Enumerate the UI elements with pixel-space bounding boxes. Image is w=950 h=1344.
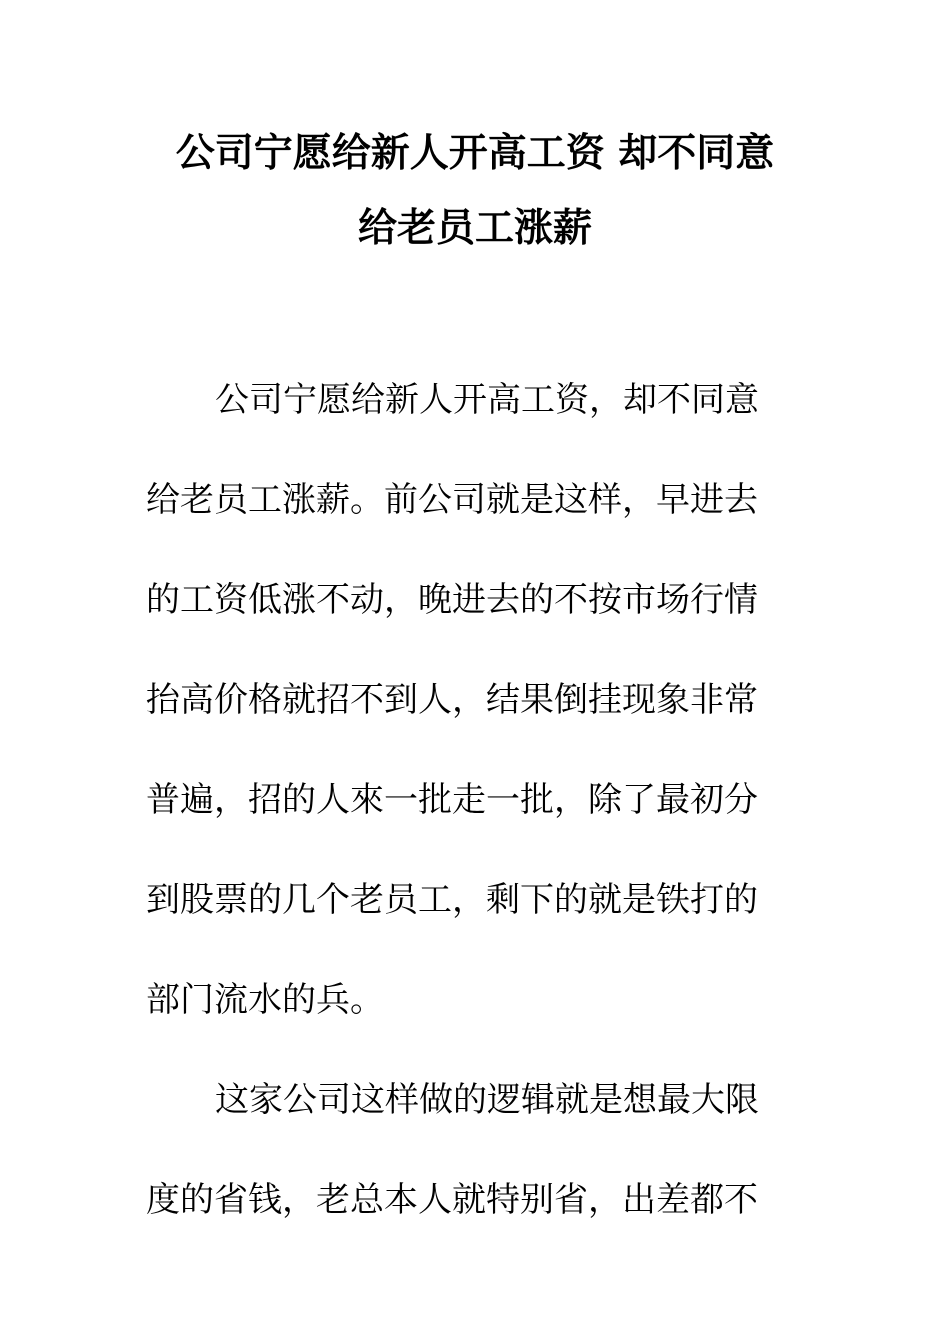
paragraph-1-line-4: 抬高价格就招不到人，结果倒挂现象非常 <box>146 680 758 720</box>
paragraph-1-line-5: 普遍，招的人來一批走一批，除了最初分 <box>146 780 758 820</box>
paragraph-1-line-1: 公司宁愿给新人开高工资，却不同意 <box>215 380 759 420</box>
paragraph-2-line-1: 这家公司这样做的逻辑就是想最大限 <box>215 1080 759 1120</box>
paragraph-2-line-2: 度的省钱，老总本人就特别省，出差都不 <box>146 1180 758 1220</box>
paragraph-1-line-6: 到股票的几个老员工，剩下的就是铁打的 <box>146 880 758 920</box>
document-title-line-2: 给老员工涨薪 <box>357 205 592 251</box>
paragraph-1-line-2: 给老员工涨薪。前公司就是这样，早进去 <box>146 480 758 520</box>
paragraph-1-line-3: 的工资低涨不动，晚进去的不按市场行情 <box>146 580 758 620</box>
document-title-line-1: 公司宁愿给新人开高工资 却不同意 <box>175 130 775 176</box>
paragraph-1-line-7: 部门流水的兵。 <box>146 980 384 1020</box>
